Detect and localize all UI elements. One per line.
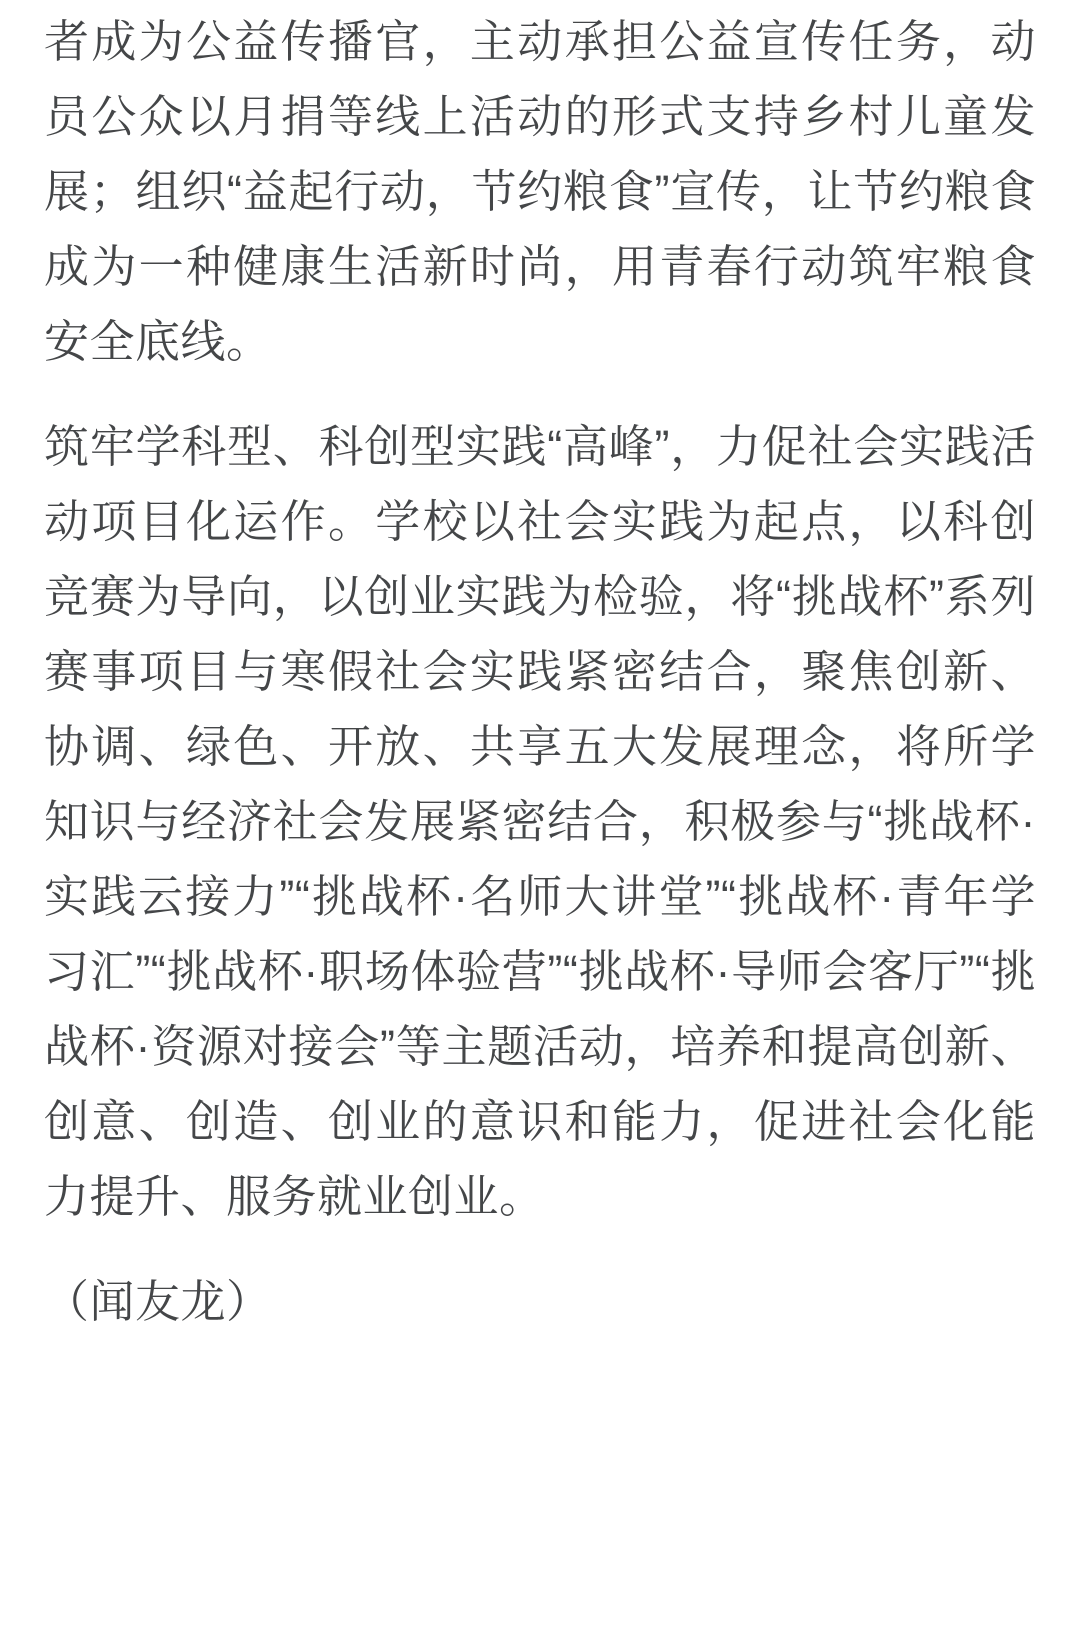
- article-paragraph-2: 筑牢学科型、科创型实践“高峰”，力促社会实践活动项目化运作。学校以社会实践为起点，以科创竞赛为导向，以创业实践为检验，将“挑战杯”系列赛事项目与寒假社会实践紧密结合，聚焦创新、协调、绿色、开放、共享五大发展理念，将所学知识与经济社会发展紧密结合，积极参与“挑战杯·实践云接力”“挑战杯·名师大讲堂”“挑战杯·青年学习汇”“挑战杯·职场体验营”“挑战杯·导师会客厅”“挑战杯·资源对接会”等主题活动，培养和提高创新、创意、创造、创业的意识和能力，促进社会化能力提升、服务就业创业。: [44, 421, 1036, 1222]
- article-paragraph-1: 者成为公益传播官，主动承担公益宣传任务，动员公众以月捐等线上活动的形式支持乡村儿童发展；组织“益起行动，节约粮食”宣传，让节约粮食成为一种健康生活新时尚，用青春行动筑牢粮食安全底线。: [44, 16, 1036, 367]
- article-byline: （闻友龙）: [44, 1276, 272, 1327]
